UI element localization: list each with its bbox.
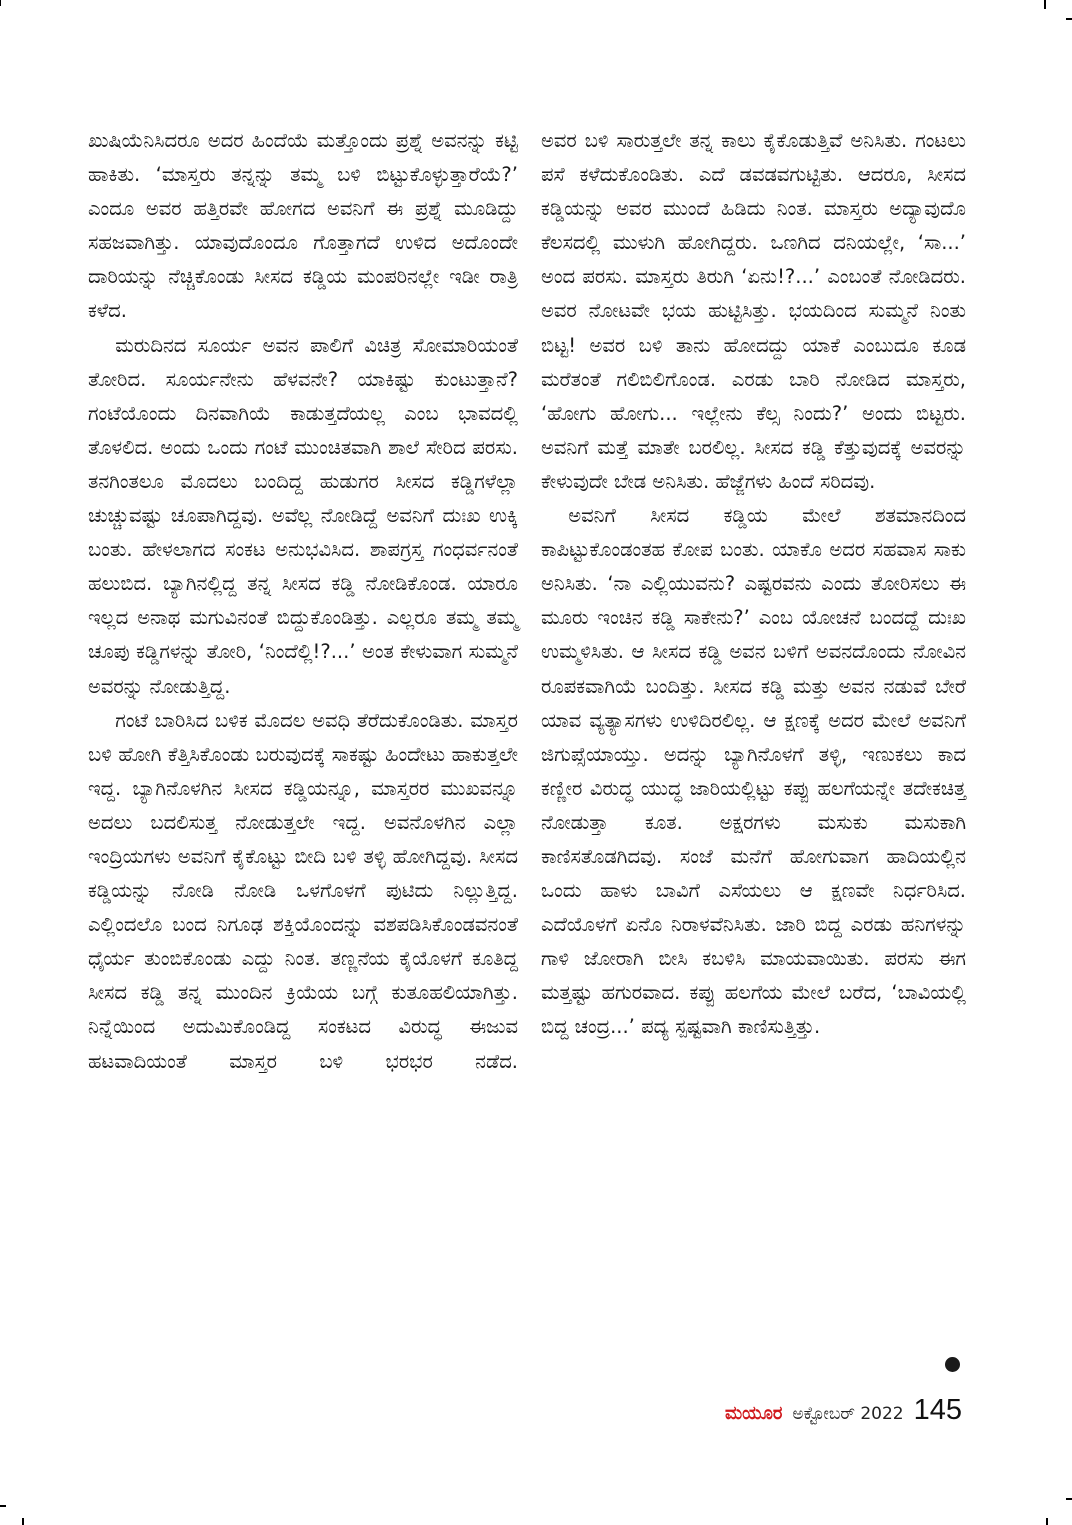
crop-mark-top-left [0,0,1,6]
crop-mark-bottom-right [1046,1518,1048,1525]
crop-mark-right-lower [1066,1498,1072,1500]
crop-mark-right-upper [1066,18,1072,20]
crop-mark-left-lower [0,1505,6,1507]
paragraph: ಖುಷಿಯೆನಿಸಿದರೂ ಅದರ ಹಿಂದೆಯೆ ಮತ್ತೊಂದು ಪ್ರಶ್ನೆ ಅವನನ್ನು ಕಟ್ಟಿ ಹಾಕಿತು. ‘ಮಾಸ್ತರು ತನ್ನನ್ನು ತಮ್ಮ ಬಳಿ ಬಿಟ್ಟುಕೊಳ್ಳುತ್ತಾರೆಯೆ?’ ಎಂದೂ ಅವರ ಹತ್ತಿರವೇ ಹೋಗದ ಅವನಿಗೆ ಈ ಪ್ರಶ್ನೆ ಮೂಡಿದ್ದು ಸಹಜವಾಗಿತ್ತು. ಯಾವುದೊಂದೂ ಗೊತ್ತಾಗದೆ ಉಳಿದ ಅದೊಂದೇ ದಾರಿಯನ್ನು ನೆಚ್ಚಿಕೊಂಡು ಸೀಸದ ಕಡ್ಡಿಯ ಮಂಪರಿನಲ್ಲೇ ಇಡೀ ರಾತ್ರಿ ಕಳೆದ. [88,129,518,323]
page-number: 145 [913,1394,962,1426]
end-of-story-bullet [945,1357,960,1372]
right-column [541,124,966,1045]
paragraph: ಗಂಟೆ ಬಾರಿಸಿದ ಬಳಿಕ ಮೊದಲ ಅವಧಿ ತೆರೆದುಕೊಂಡಿತು. ಮಾಸ್ತರ ಬಳಿ ಹೋಗಿ ಕೆತ್ತಿಸಿಕೊಂಡು ಬರುವುದಕ್ಕೆ ಸಾಕಷ್ಟು ಹಿಂದೇಟು ಹಾಕುತ್ತಲೇ ಇದ್ದ. ಬ್ಯಾಗಿನೊಳಗಿನ ಸೀಸದ ಕಡ್ಡಿಯನ್ನೂ, ಮಾಸ್ತರರ ಮುಖವನ್ನೂ ಅದಲು ಬದಲಿಸುತ್ತ ನೋಡುತ್ತಲೇ ಇದ್ದ. ಅವನೊಳಗಿನ ಎಲ್ಲಾ ಇಂದ್ರಿಯಗಳು ಅವನಿಗೆ ಕೈಕೊಟ್ಟು ಬೀದಿ ಬಳಿ ತಳ್ಳಿ ಹೋಗಿದ್ದವು. ಸೀಸದ ಕಡ್ಡಿಯನ್ನು ನೋಡಿ ನೋಡಿ ಒಳಗೊಳಗೆ ಪುಟಿದು ನಿಲ್ಲುತ್ತಿದ್ದ. ಎಲ್ಲಿಂದಲೊ ಬಂದ ನಿಗೂಢ ಶಕ್ತಿಯೊಂದನ್ನು ವಶಪಡಿಸಿಕೊಂಡವನಂತೆ ಧೈರ್ಯ ತುಂಬಿಕೊಂಡು ಎದ್ದು ನಿಂತ. ತಣ್ಣನೆಯ ಕೈಯೊಳಗೆ ಕೂತಿದ್ದ ಸೀಸದ ಕಡ್ಡಿ ತನ್ನ ಮುಂದಿನ ಕ್ರಿಯೆಯ ಬಗ್ಗೆ ಕುತೂಹಲಿಯಾಗಿತ್ತು. ನಿನ್ನೆಯಿಂದ ಅದುಮಿಕೊಂಡಿದ್ದ ಸಂಕಟದ ವಿರುದ್ಧ ಈಜುವ ಹಟವಾದಿಯಂತೆ ಮಾಸ್ತರ ಬಳಿ ಭರಭರ ನಡೆದ. [88,708,518,1073]
left-column [88,124,518,1113]
issue-date: ಅಕ್ಟೋಬರ್ 2022 [792,1404,904,1424]
page-footer [725,1394,962,1427]
paragraph: ಮರುದಿನದ ಸೂರ್ಯ ಅವನ ಪಾಲಿಗೆ ವಿಚಿತ್ರ ಸೋಮಾರಿಯಂತೆ ತೋರಿದ. ಸೂರ್ಯನೇನು ಹೆಳವನೇ? ಯಾಕಿಷ್ಟು ಕುಂಟುತ್ತಾನೆ? ಗಂಟೆಯೊಂದು ದಿನವಾಗಿಯೆ ಕಾಡುತ್ತದೆಯಲ್ಲ ಎಂಬ ಭಾವದಲ್ಲಿ ತೊಳಲಿದ. ಅಂದು ಒಂದು ಗಂಟೆ ಮುಂಚಿತವಾಗಿ ಶಾಲೆ ಸೇರಿದ ಪರಸು. ತನಗಿಂತಲೂ ಮೊದಲು ಬಂದಿದ್ದ ಹುಡುಗರ ಸೀಸದ ಕಡ್ಡಿಗಳೆಲ್ಲಾ ಚುಚ್ಚುವಷ್ಟು ಚೂಪಾಗಿದ್ದವು. ಅವೆಲ್ಲ ನೋಡಿದ್ದೆ ಅವನಿಗೆ ದುಃಖ ಉಕ್ಕಿ ಬಂತು. ಹೇಳಲಾಗದ ಸಂಕಟ ಅನುಭವಿಸಿದ. ಶಾಪಗ್ರಸ್ತ ಗಂಧರ್ವನಂತೆ ಹಲುಬಿದ. ಬ್ಯಾಗಿನಲ್ಲಿದ್ದ ತನ್ನ ಸೀಸದ ಕಡ್ಡಿ ನೋಡಿಕೊಂಡ. ಯಾರೂ ಇಲ್ಲದ ಅನಾಥ ಮಗುವಿನಂತೆ ಬಿದ್ದುಕೊಂಡಿತ್ತು. ಎಲ್ಲರೂ ತಮ್ಮ ತಮ್ಮ ಚೂಪು ಕಡ್ಡಿಗಳನ್ನು ತೋರಿ, ‘ನಿಂದೆಲ್ಲಿ!?...’ ಅಂತ ಕೇಳುವಾಗ ಸುಮ್ಮನೆ ಅವರನ್ನು ನೋಡುತ್ತಿದ್ದ. [88,333,518,698]
crop-mark-bottom-left [22,1518,24,1525]
paragraph: ಅವರ ಬಳಿ ಸಾರುತ್ತಲೇ ತನ್ನ ಕಾಲು ಕೈಕೊಡುತ್ತಿವೆ ಅನಿಸಿತು. ಗಂಟಲು ಪಸೆ ಕಳೆದುಕೊಂಡಿತು. ಎದೆ ಡವಡವಗುಟ್ಟಿತು. ಆದರೂ, ಸೀಸದ ಕಡ್ಡಿಯನ್ನು ಅವರ ಮುಂದೆ ಹಿಡಿದು ನಿಂತ. ಮಾಸ್ತರು ಅದ್ಯಾವುದೊ ಕೆಲಸದಲ್ಲಿ ಮುಳುಗಿ ಹೋಗಿದ್ದರು. ಒಣಗಿದ ದನಿಯಲ್ಲೇ, ‘ಸಾ...’ ಅಂದ ಪರಸು. ಮಾಸ್ತರು ತಿರುಗಿ ‘ಏನು!?...’ ಎಂಬಂತೆ ನೋಡಿದರು. ಅವರ ನೋಟವೇ ಭಯ ಹುಟ್ಟಿಸಿತ್ತು. ಭಯದಿಂದ ಸುಮ್ಮನೆ ನಿಂತು ಬಿಟ್ಟ! ಅವರ ಬಳಿ ತಾನು ಹೋದದ್ದು ಯಾಕೆ ಎಂಬುದೂ ಕೂಡ ಮರೆತಂತೆ ಗಲಿಬಿಲಿಗೊಂಡ. ಎರಡು ಬಾರಿ ನೋಡಿದ ಮಾಸ್ತರು, ‘ಹೋಗು ಹೋಗು... ಇಲ್ಲೇನು ಕೆಲ್ಸ ನಿಂದು?’ ಅಂದು ಬಿಟ್ಟರು. ಅವನಿಗೆ ಮತ್ತೆ ಮಾತೇ ಬರಲಿಲ್ಲ. ಸೀಸದ ಕಡ್ಡಿ ಕೆತ್ತುವುದಕ್ಕೆ ಅವರನ್ನು ಕೇಳುವುದೇ ಬೇಡ ಅನಿಸಿತು. ಹೆಜ್ಜೆಗಳು ಹಿಂದೆ ಸರಿದವು. [541,129,966,493]
magazine-logo: ಮಯೂರ [725,1403,783,1424]
crop-mark-top-right [1044,0,1046,9]
paragraph: ಅವನಿಗೆ ಸೀಸದ ಕಡ್ಡಿಯ ಮೇಲೆ ಶತಮಾನದಿಂದ ಕಾಪಿಟ್ಟುಕೊಂಡಂತಹ ಕೋಪ ಬಂತು. ಯಾಕೊ ಅದರ ಸಹವಾಸ ಸಾಕು ಅನಿಸಿತು. ‘ನಾ ಎಲ್ಲಿಯುವನು? ಎಷ್ಟರವನು ಎಂದು ತೋರಿಸಲು ಈ ಮೂರು ಇಂಚಿನ ಕಡ್ಡಿ ಸಾಕೇನು?’ ಎಂಬ ಯೋಚನೆ ಬಂದದ್ದೆ ದುಃಖ ಉಮ್ಮಳಿಸಿತು. ಆ ಸೀಸದ ಕಡ್ಡಿ ಅವನ ಬಳಿಗೆ ಅವನದೊಂದು ನೋವಿನ ರೂಪಕವಾಗಿಯೆ ಬಂದಿತ್ತು. ಸೀಸದ ಕಡ್ಡಿ ಮತ್ತು ಅವನ ನಡುವೆ ಬೇರೆ ಯಾವ ವ್ಯತ್ಯಾಸಗಳು ಉಳಿದಿರಲಿಲ್ಲ. ಆ ಕ್ಷಣಕ್ಕೆ ಅದರ ಮೇಲೆ ಅವನಿಗೆ ಜಿಗುಪ್ಸೆಯಾಯ್ತು. ಅದನ್ನು ಬ್ಯಾಗಿನೊಳಗೆ ತಳ್ಳಿ, ಇಣುಕಲು ಕಾದ ಕಣ್ಣೀರ ವಿರುದ್ಧ ಯುದ್ಧ ಜಾರಿಯಲ್ಲಿಟ್ಟು ಕಪ್ಪು ಹಲಗೆಯನ್ನೇ ತದೇಕಚಿತ್ತ ನೋಡುತ್ತಾ ಕೂತ. ಅಕ್ಷರಗಳು ಮಸುಕು ಮಸುಕಾಗಿ ಕಾಣಿಸತೊಡಗಿದವು. ಸಂಜೆ ಮನೆಗೆ ಹೋಗುವಾಗ ಹಾದಿಯಲ್ಲಿನ ಒಂದು ಹಾಳು ಬಾವಿಗೆ ಎಸೆಯಲು ಆ ಕ್ಷಣವೇ ನಿರ್ಧರಿಸಿದ. ಎದೆಯೊಳಗೆ ಏನೊ ನಿರಾಳವೆನಿಸಿತು. ಜಾರಿ ಬಿದ್ದ ಎರಡು ಹನಿಗಳನ್ನು ಗಾಳಿ ಜೋರಾಗಿ ಬೀಸಿ ಕಬಳಿಸಿ ಮಾಯವಾಯಿತು. ಪರಸು ಈಗ ಮತ್ತಷ್ಟು ಹಗುರವಾದ. ಕಪ್ಪು ಹಲಗೆಯ ಮೇಲೆ ಬರೆದ, ‘ಬಾವಿಯಲ್ಲಿ ಬಿದ್ದ ಚಂದ್ರ...’ ಪದ್ಯ ಸ್ಪಷ್ಟವಾಗಿ ಕಾಣಿಸುತ್ತಿತ್ತು. [541,504,966,1039]
